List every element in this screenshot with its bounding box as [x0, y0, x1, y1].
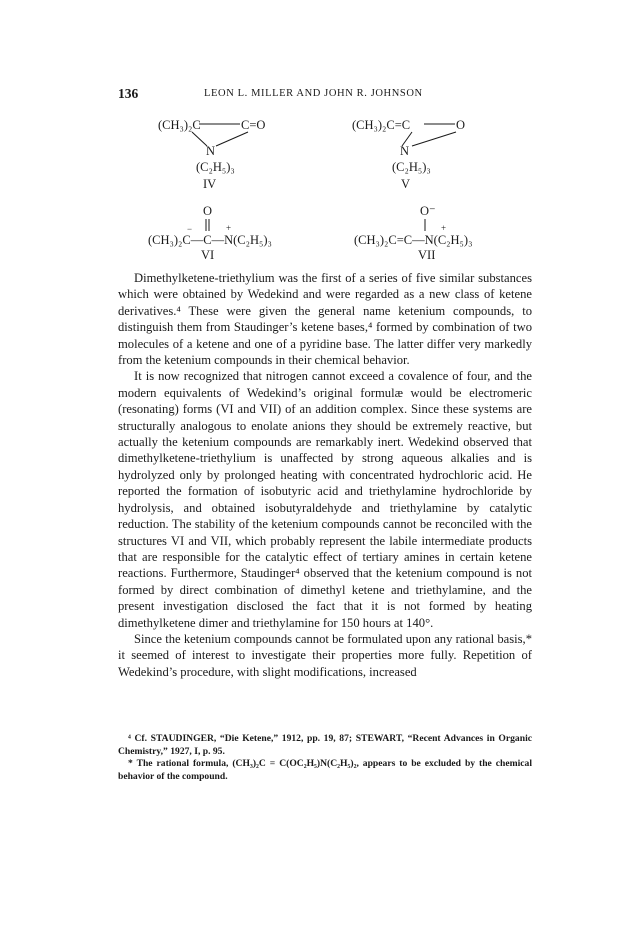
iv-right-group: C=O: [241, 118, 266, 132]
iv-nitrogen: N: [206, 144, 216, 158]
paragraph-1: Dimethylketene-triethylium was the first of a series of five similar substances which were obtained by Wedekind and were regarded as a new class of ketene derivatives.⁴ These were given the general name ketenium compounds, to distinguish them from Staudinger’s ketene bases,⁴ formed by combination of two molecules of a ketene and one of a pyridine base. The latter differ very markedly from the ketenium compounds in their chemical behavior.: [118, 271, 532, 368]
footnote-asterisk: * The rational formula, (CH₃)₂C = C(OC₂H₅)N(C₂H₅)₂, appears to be excluded by the chemical behavior of the compound.: [118, 758, 532, 783]
structure-vii: [354, 204, 472, 262]
vii-oxygen: O⁻: [420, 204, 436, 218]
vi-plus-charge: +: [226, 223, 232, 233]
running-head: LEON L. MILLER AND JOHN R. JOHNSON: [204, 88, 423, 99]
paragraph-2: It is now recognized that nitrogen cannot exceed a covalence of four, and the modern equivalents of Wedekind’s original formulæ would be electromeric (resonating) forms (VI and VII) of an addition complex. Since these systems are structurally analogous to enolate anions they should be extremely reactive, but actually the ketenium compounds are remarkably inert. Wedekind observed that dimethylketene-triethylium is unaffected by strong aqueous alkalies and is hydrolyzed only by prolonged heating with concentrated hydrochloric acid. He reported the formation of isobutyric acid and triethylamine hydrochloride by hydrolysis, and obtained isobutyraldehyde and triethylamine by catalytic reduction. The stability of the ketenium compounds cannot be reconciled with the structures VI and VII, which probably represent the labile intermediate products that are responsible for the catalytic effect of tertiary amines in certain ketene reactions. Furthermore, Staudinger⁴ observed that the ketenium compound is not formed by direct combination of dimethyl ketene and triethylamine, and the present investigation disclosed the fact that it is not formed by heating dimethylketene dimer and triethylamine for 150 hours at 140°.: [118, 369, 532, 630]
vi-oxygen: O: [203, 204, 213, 218]
paragraph-3: Since the ketenium compounds cannot be formulated upon any rational basis,* it seemed of interest to investigate their properties more fully. Repetition of Wedekind’s procedure, with slight modifications, increased: [118, 631, 532, 679]
v-left-group: (CH₃)₂C=C: [352, 118, 411, 132]
structure-v: [352, 118, 465, 191]
body-text: [118, 270, 532, 680]
v-right-group: O: [456, 118, 466, 132]
iv-label: IV: [203, 177, 217, 191]
v-nitrogen: N: [400, 144, 410, 158]
vii-plus-charge: +: [441, 223, 447, 233]
vi-formula: (CH₃)₂C—C—N(C₂H₅)₃: [148, 233, 272, 247]
v-right-n-bond: [412, 132, 456, 146]
page-number: 136: [118, 86, 139, 101]
vi-minus-charge: −: [187, 224, 193, 234]
chemical-structures: [0, 0, 629, 270]
iv-right-n-bond: [216, 132, 248, 146]
v-label: V: [401, 177, 411, 191]
structure-iv: [158, 118, 265, 191]
iv-left-group: (CH₃)₂C: [158, 118, 201, 132]
vii-formula: (CH₃)₂C=C—N(C₂H₅)₃: [354, 233, 473, 247]
structure-vi: [148, 204, 272, 262]
footnote-4: ⁴ Cf. STAUDINGER, “Die Ketene,” 1912, pp. 19, 87; STEWART, “Recent Advances in Organic Chemistry,” 1927, I, p. 95.: [118, 733, 532, 757]
footnotes: [118, 733, 532, 784]
vi-label: VI: [201, 248, 215, 262]
iv-substituent: (C₂H₅)₃: [196, 160, 235, 174]
v-substituent: (C₂H₅)₃: [392, 160, 431, 174]
vii-label: VII: [418, 248, 436, 262]
iv-left-n-bond: [192, 132, 207, 146]
